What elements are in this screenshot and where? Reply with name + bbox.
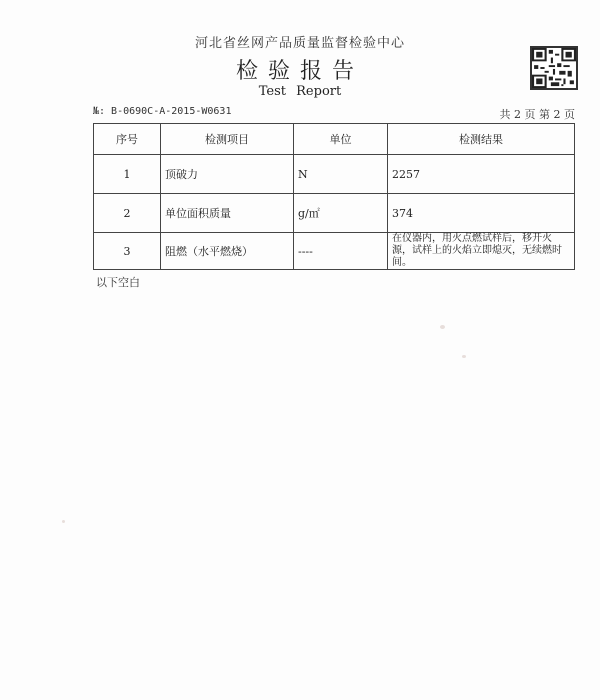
row-unit: N: [294, 155, 388, 194]
page-info: 共 2 页 第 2 页: [499, 108, 575, 121]
paper-speck: [440, 325, 445, 329]
header-item: 检测项目: [161, 124, 294, 155]
row-unit: g/㎡: [294, 194, 388, 233]
row-num: 2: [94, 194, 161, 233]
header-result: 检测结果: [388, 124, 575, 155]
row-item: 顶破力: [161, 155, 294, 194]
table-row: [94, 194, 575, 233]
table-row: [94, 155, 575, 194]
header-num: 序号: [94, 124, 161, 155]
table-header-row: [94, 124, 575, 155]
row-result: 2257: [388, 155, 575, 194]
blank-below-note: 以下空白: [96, 276, 140, 289]
row-num: 1: [94, 155, 161, 194]
report-title: 检验报告: [235, 59, 364, 84]
paper-speck: [462, 355, 466, 358]
row-result: 374: [388, 194, 575, 233]
header-unit: 单位: [294, 124, 388, 155]
table-row: [94, 233, 575, 270]
organization-name: 河北省丝网产品质量监督检验中心: [194, 36, 405, 51]
report-number: №: B-0690C-A-2015-W0631: [93, 106, 232, 117]
row-result: 在仪器内，用火点燃试样后，移开火源，试样上的火焰立即熄灭，无续燃时间。: [388, 233, 575, 270]
row-num: 3: [94, 233, 161, 270]
row-unit: ----: [294, 233, 388, 270]
results-table: [93, 123, 575, 270]
row-item: 单位面积质量: [161, 194, 294, 233]
paper-speck: [62, 520, 65, 523]
report-meta: [93, 106, 575, 122]
report-subtitle: Test Report: [258, 84, 342, 99]
row-item: 阻燃（水平燃烧）: [161, 233, 294, 270]
qr-code-icon: [530, 46, 578, 90]
